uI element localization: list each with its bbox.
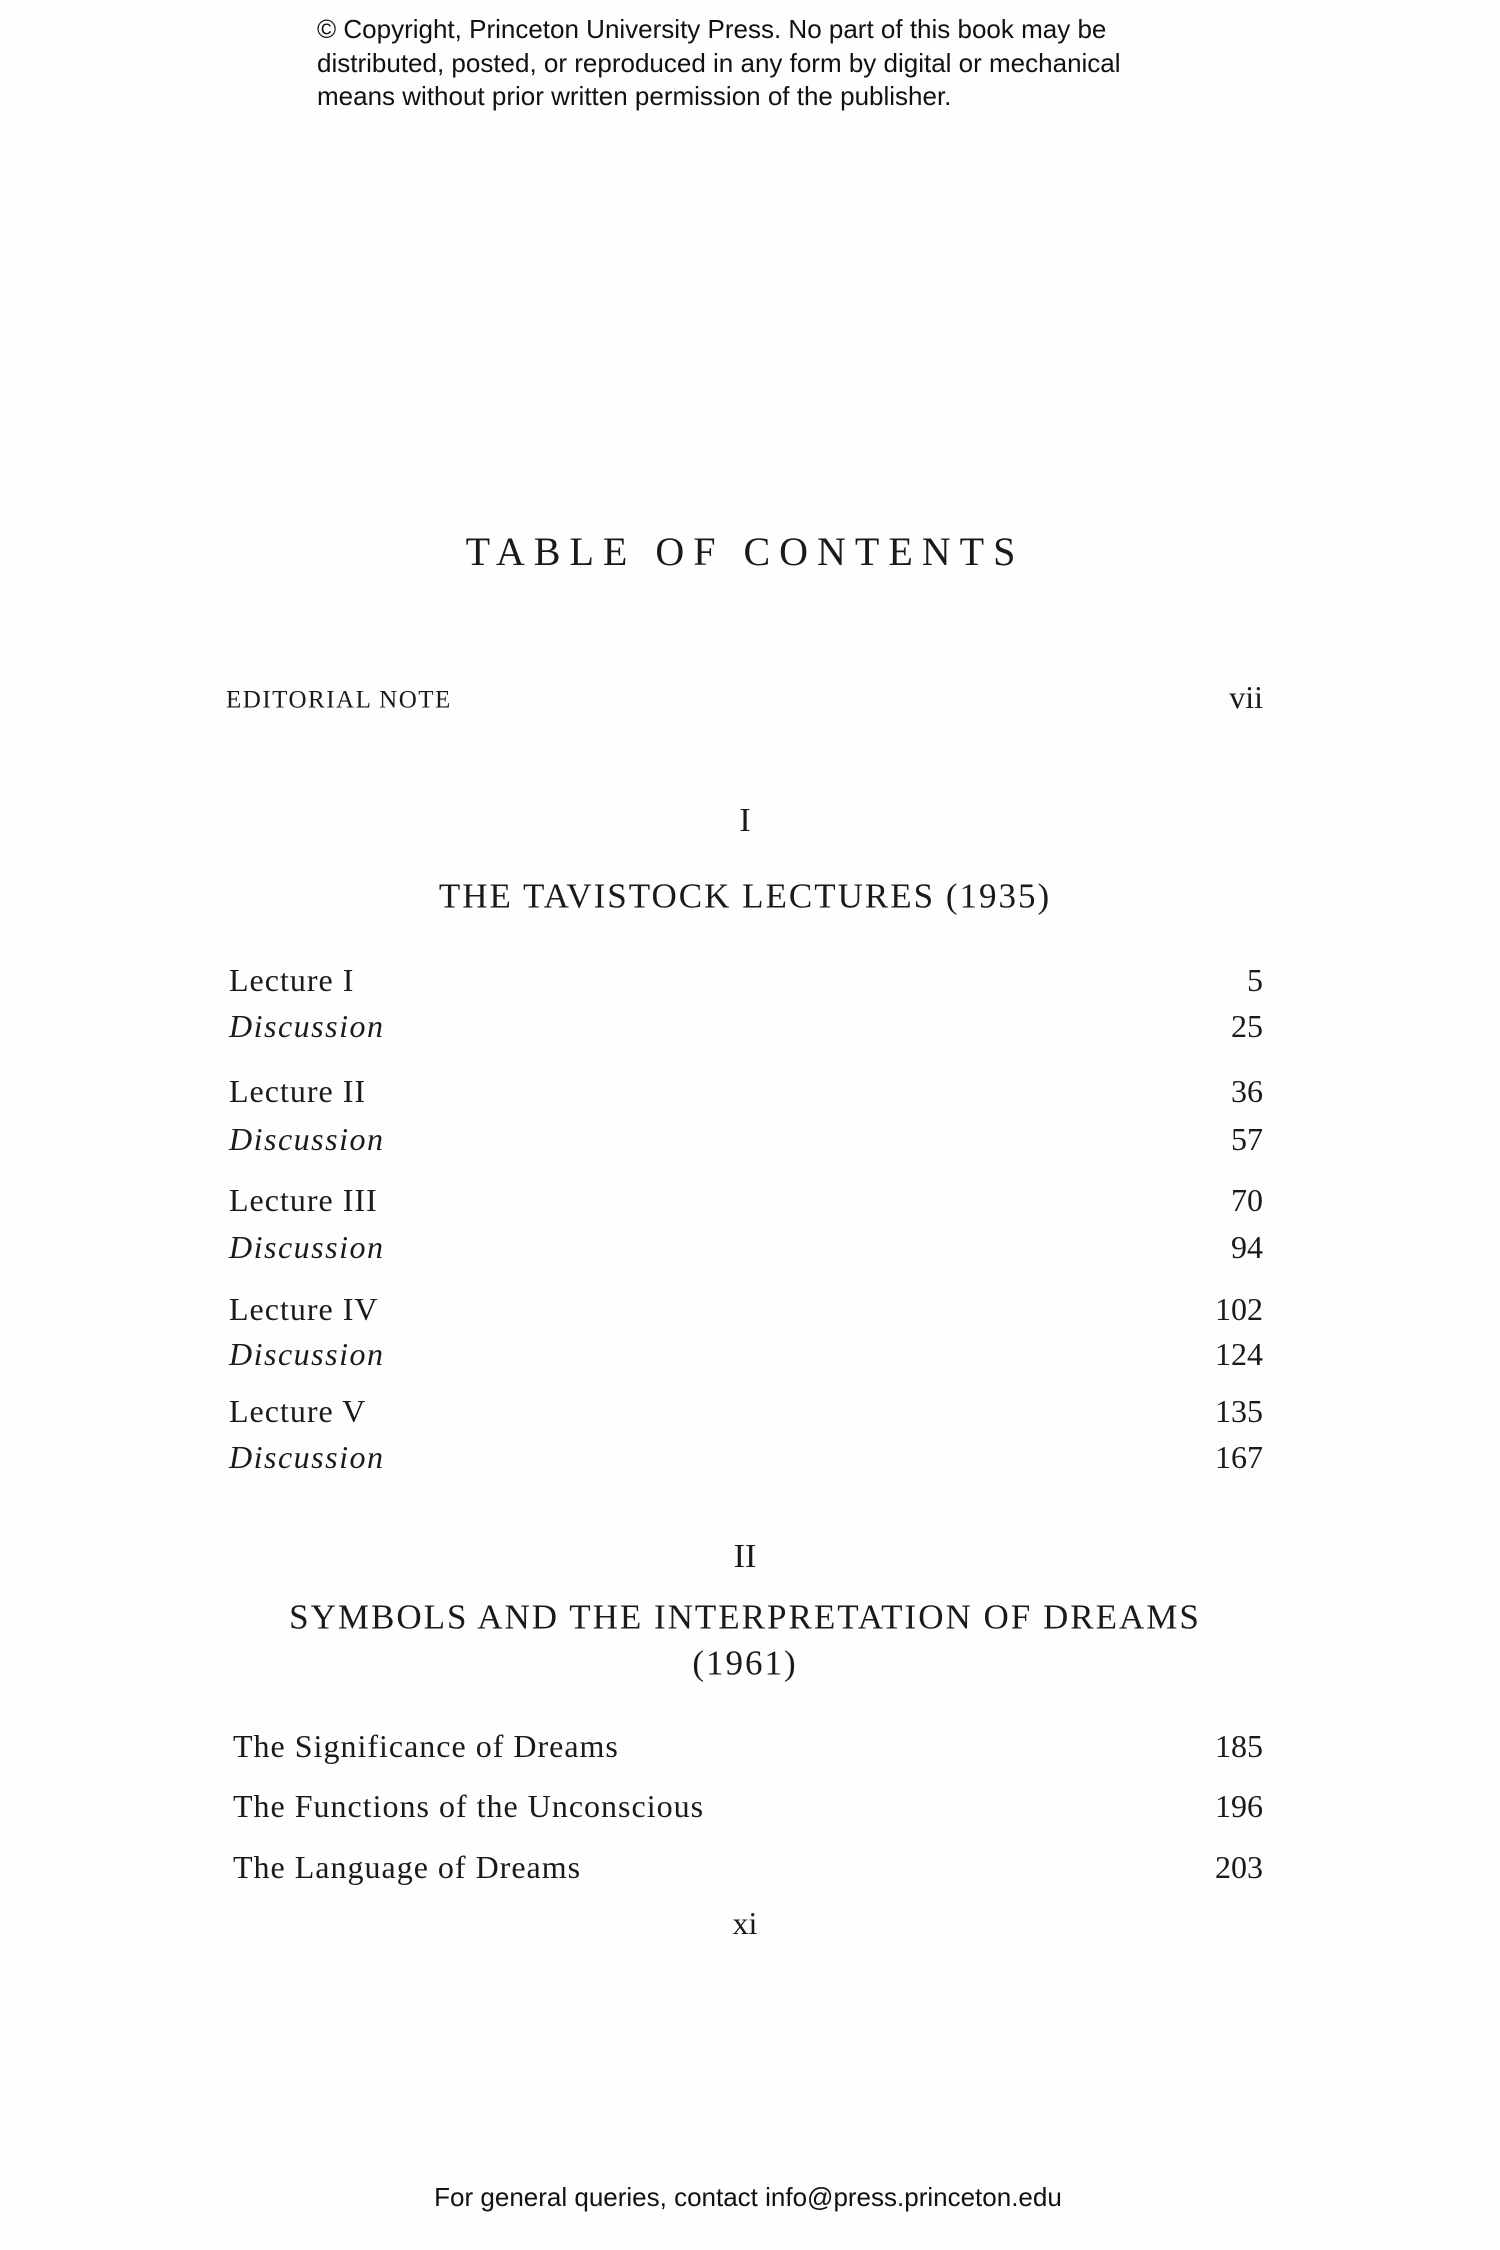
toc-entry-page: 57 — [1231, 1121, 1263, 1157]
toc-entry-label: The Significance of Dreams — [233, 1728, 619, 1764]
part-2-title: SYMBOLS AND THE INTERPRETATION OF DREAMS — [289, 1597, 1201, 1637]
part-2-numeral: II — [733, 1538, 757, 1575]
copyright-line-1: © Copyright, Princeton University Press. No part of this book may be — [317, 14, 1107, 44]
toc-entry-label: Lecture I — [229, 962, 355, 998]
toc-entry-page: 25 — [1231, 1008, 1263, 1044]
toc-entry-page: 135 — [1215, 1393, 1263, 1429]
toc-entry-page: 70 — [1231, 1182, 1263, 1218]
toc-entry-label: Discussion — [229, 1008, 385, 1044]
toc-entry-label: Lecture III — [229, 1182, 378, 1218]
toc-entry-page: 196 — [1215, 1788, 1263, 1824]
toc-entry-label: The Language of Dreams — [233, 1849, 582, 1885]
editorial-note-label: EDITORIAL NOTE — [226, 686, 452, 714]
toc-entry-label: Lecture II — [229, 1073, 367, 1109]
toc-entry-label: Lecture IV — [229, 1291, 379, 1327]
toc-entry-page: 94 — [1231, 1229, 1263, 1265]
toc-entry-label: Lecture V — [229, 1393, 367, 1429]
toc-entry-page: 102 — [1215, 1291, 1263, 1327]
copyright-line-2: distributed, posted, or reproduced in any form by digital or mechanical — [317, 48, 1121, 78]
toc-entry-page: 203 — [1215, 1849, 1263, 1885]
page-number: xi — [732, 1905, 758, 1941]
part-1-title: THE TAVISTOCK LECTURES (1935) — [438, 876, 1052, 916]
page-title: TABLE OF CONTENTS — [465, 529, 1025, 574]
editorial-note-page: vii — [1229, 679, 1263, 715]
toc-entry-label: Discussion — [229, 1121, 385, 1157]
toc-entry-page: 5 — [1247, 962, 1263, 998]
toc-entry-page: 167 — [1215, 1439, 1263, 1475]
toc-entry-page: 36 — [1231, 1073, 1263, 1109]
toc-entry-label: Discussion — [229, 1229, 385, 1265]
footer-contact: For general queries, contact info@press.princeton.edu — [434, 2182, 1062, 2212]
part-1-numeral: I — [739, 802, 751, 839]
toc-entry-page: 185 — [1215, 1728, 1263, 1764]
toc-entry-label: Discussion — [229, 1439, 385, 1475]
part-2-year: (1961) — [692, 1643, 798, 1683]
copyright-line-3: means without prior written permission of the publisher. — [317, 81, 952, 111]
toc-entry-label: Discussion — [229, 1336, 385, 1372]
toc-entry-label: The Functions of the Unconscious — [233, 1788, 705, 1824]
toc-entry-page: 124 — [1215, 1336, 1263, 1372]
